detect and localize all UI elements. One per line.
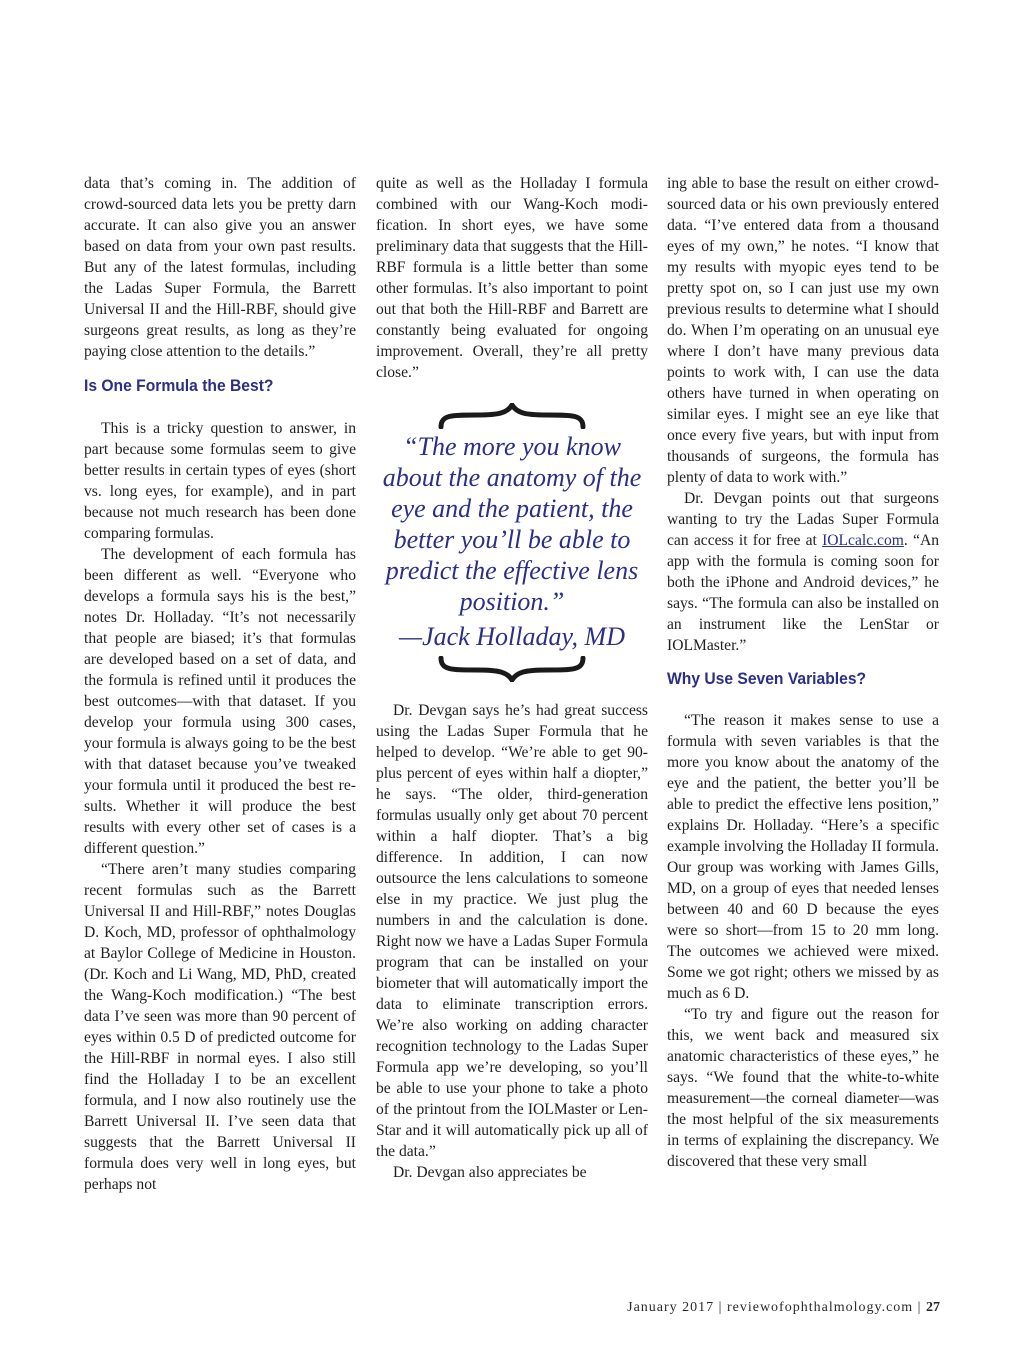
paragraph: This is a tricky question to answer, in part because some formulas seem to give better results in certain types of eyes (short vs. long eyes, for example), and in part because not much research has been done comparing formulas. [84, 420, 356, 542]
page-footer [580, 1300, 940, 1316]
paragraph-text: . “An app with the formula is coming soon for both the iPhone and Android devices,” he says. “The formula can also be installed on an instrument like the LenStar or IOLMaster.” [667, 532, 939, 654]
paragraph: The development of each formula has been different as well. “Everyone who develops a formula says his is the best,” notes Dr. Holladay. “It’s not necessarily that people are biased; it’s that formulas are developed based on a set of data, and the formula is refined until it produces the best outcomes—with that dataset. If you develop your formula using 300 cases, your formula is always going to be the best with that dataset because you’ve tweaked your formula until it produced the best results. Whether it will produce the best results with every other set of cases is a different question.” [84, 546, 356, 857]
paragraph-text: Dr. Devgan points out that surgeons wanting to try the Ladas Super Formula can access it for free at [667, 490, 939, 549]
page-number: 27 [926, 1300, 940, 1315]
pull-quote-text: “The more you know about the anatomy of the eye and the patient, the better you’ll be able to predict the effective lens position.” [382, 432, 642, 616]
paragraph: ing able to base the result on either crowd-sourced data or his own previously entered data. “I’ve entered data from a thousand eyes of my own,” he notes. “I know that my results with myopic eyes tend to be pretty spot on, so I can just use my own previous results to determine what I should do. When I’m operating on an unusual eye where I don’t have many previous data points to work with, I can use the data others have turned in when operating on similar eyes. I might see an eye like that once every five years, but with input from thousands of surgeons, the formula has plenty of data to work with.” [667, 175, 939, 486]
pull-quote [376, 403, 648, 682]
paragraph: quite as well as the Holladay I formula combined with our Wang-Koch modification. In short eyes, we have some preliminary data that suggests that the Hill-RBF formula is a little better than some other formulas. It’s also important to point out that both the Hill-RBF and Barrett are constantly being evaluated for ongoing improvement. Overall, they’re all pretty close.” [376, 175, 648, 381]
column-1 [84, 173, 356, 1195]
paragraph: “The reason it makes sense to use a formula with seven variables is that the more you know about the anatomy of the eye and the patient, the better you’ll be able to predict the effective lens position,” explains Dr. Holladay. “Here’s a specific example involving the Holladay II formula. Our group was working with James Gills, MD, on a group of eyes that needed lenses between 40 and 60 D because the eyes were so short—from 15 to 20 mm long. The outcomes we achieved were mixed. Some we got right; others we missed by as much as 6 D. [667, 712, 939, 1002]
column-3 [667, 173, 939, 1172]
paragraph [667, 488, 939, 656]
paragraph: “To try and figure out the reason for this, we went back and measured six anatomic characteristics of these eyes,” he says. “We found that the white-to-white measurement—the corneal diameter—was the most helpful of the six measurements in terms of explaining the discrepancy. We discovered that these very small [667, 1006, 939, 1170]
paragraph: “There aren’t many studies comparing recent formulas such as the Barrett Universal II and Hill-RBF,” notes Douglas D. Koch, MD, professor of ophthalmology at Baylor College of Medicine in Houston. (Dr. Koch and Li Wang, MD, PhD, created the Wang-Koch modification.) “The best data I’ve seen was more than 90 percent of eyes within 0.5 D of predicted outcome for the Hill-RBF in normal eyes. I also still find the Holladay I to be an excellent formula, and I now also routinely use the Barrett Universal II. I’ve seen data that suggests that the Barrett Universal II formula does very well in long eyes, but perhaps not [84, 861, 356, 1193]
paragraph: Dr. Devgan says he’s had great success using the Ladas Super Formula that he helped to develop. “We’re able to get 90-plus percent of eyes within half a diopter,” he says. “The older, third-generation formulas usually only get about 70 percent within a half diopter. That’s a big difference. In addition, I can now outsource the lens calculations to someone else in my practice. We just plug the numbers in and the calculation is done. Right now we have a Ladas Super Formula program that can be installed on your biometer that will automatically import the data to eliminate transcription errors. We’re also working on adding character recognition technology to the Ladas Super Formula app we’re developing, so you’ll be able to use your phone to take a photo of the printout from the IOLMaster or LenStar and it will automatically pick up all of the data.” [376, 702, 648, 1160]
section-heading: Is One Formula the Best? [84, 376, 274, 395]
paragraph: Dr. Devgan also appreciates be [393, 1164, 587, 1181]
iolcalc-link[interactable]: IOLcalc.com [822, 532, 904, 549]
column-2 [376, 173, 648, 1183]
pull-quote-attribution: —Jack Holladay, MD [398, 622, 625, 651]
brace-bottom-icon [437, 656, 587, 682]
paragraph: data that’s coming in. The addition of crowd-sourced data lets you be pretty darn accurate. It can also give you an answer based on data from your own past results. But any of the latest formulas, including the Ladas Super Formula, the Barrett Universal II and the Hill-RBF, should give surgeons great results, as long as they’re paying close attention to the details.” [84, 175, 356, 360]
brace-top-icon [437, 403, 587, 429]
footer-text: January 2017 | reviewofophthalmology.com | [627, 1300, 926, 1315]
section-heading: Why Use Seven Variables? [667, 669, 867, 688]
